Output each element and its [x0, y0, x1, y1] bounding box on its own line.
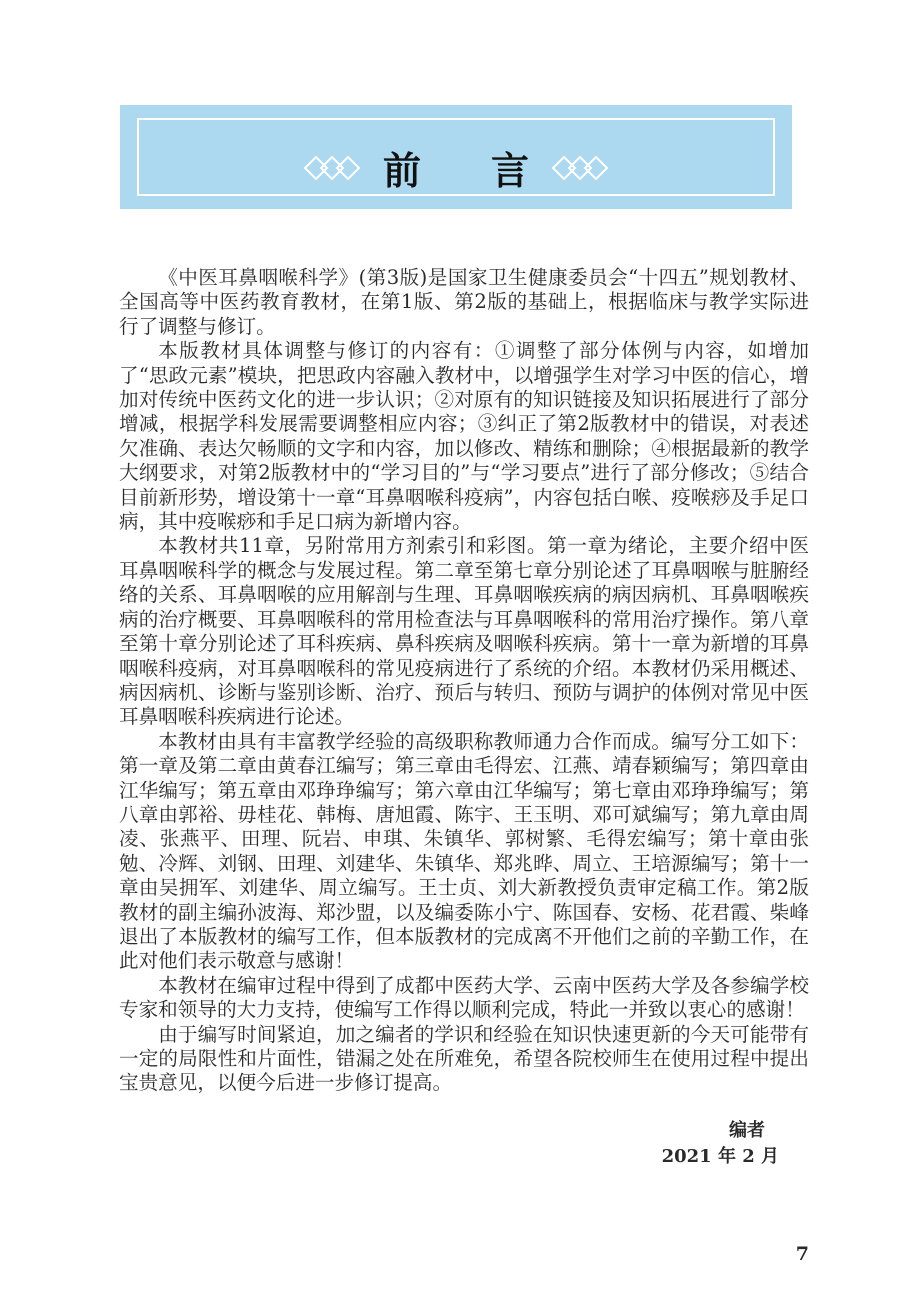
signature-date: 2021 年 2 月: [661, 1145, 779, 1167]
page-title: 前言: [382, 148, 599, 193]
paragraph: 由于编写时间紧迫，加之编者的学识和经验在知识快速更新的今天可能带有一定的局限性和片面性，错漏之处在所难免，希望各院校师生在使用过程中提出宝贵意见，以便今后进一步修订提高。: [119, 1022, 809, 1095]
signature-signer: 编者: [729, 1119, 765, 1141]
paragraph: 本教材共11章，另附常用方剂索引和彩图。第一章为绪论，主要介绍中医耳鼻咽喉科学的概念与发展过程。第二章至第七章分别论述了耳鼻咽喉与脏腑经络的关系、耳鼻咽喉的应用解剖与生理、耳鼻咽喉疾病的病因病机、耳鼻咽喉疾病的治疗概要、耳鼻咽喉科的常用检查法与耳鼻咽喉科的常用治疗操作。第八章至第十章分别论述了耳科疾病、鼻科疾病及咽喉科疾病。第十一章为新增的耳鼻咽喉科疫病，对耳鼻咽喉科的常见疫病进行了系统的介绍。本教材仍采用概述、病因病机、诊断与鉴别诊断、治疗、预后与转归、预防与调护的体例对常见中医耳鼻咽喉科疾病进行论述。: [119, 534, 809, 729]
paragraph: 本版教材具体调整与修订的内容有：①调整了部分体例与内容，如增加了“思政元素”模块，把思政内容融入教材中，以增强学生对学习中医的信心，增加对传统中医药文化的进一步认识；②对原有的知识链接及知识拓展进行了部分增减，根据学科发展需要调整相应内容；③纠正了第2版教材中的错误，对表述欠准确、表达欠畅顺的文字和内容，加以修改、精练和删除；④根据最新的教学大纲要求，对第2版教材中的“学习目的”与“学习要点”进行了部分修改；⑤结合目前新形势，增设第十一章“耳鼻咽喉科疫病”，内容包括白喉、疫喉痧及手足口病，其中疫喉痧和手足口病为新增内容。: [119, 339, 809, 534]
paragraph: 本教材在编审过程中得到了成都中医药大学、云南中医药大学及各参编学校专家和领导的大力支持，使编写工作得以顺利完成，特此一并致以衷心的感谢！: [119, 973, 809, 1022]
preface-body: [119, 266, 809, 1096]
page-number: 7: [795, 1242, 809, 1265]
paragraph: 《中医耳鼻咽喉科学》(第3版)是国家卫生健康委员会“十四五”规划教材、全国高等中医药教育教材，在第1版、第2版的基础上，根据临床与教学实际进行了调整与修订。: [119, 266, 809, 338]
signature-block: [119, 1118, 809, 1170]
page-content: [119, 0, 809, 1306]
paragraph: 本教材由具有丰富教学经验的高级职称教师通力合作而成。编写分工如下：第一章及第二章由黄春江编写；第三章由毛得宏、江燕、靖春颖编写；第四章由江华编写；第五章由邓琤琤编写；第六章由江华编写；第七章由邓琤琤编写；第八章由郭裕、毋桂花、韩梅、唐旭霞、陈宇、王玉明、邓可斌编写；第九章由周凌、张燕平、田理、阮岩、申琪、朱镇华、郭树繁、毛得宏编写；第十章由张勉、冷辉、刘钢、田理、刘建华、朱镇华、郑兆晔、周立、王培源编写；第十一章由吴拥军、刘建华、周立编写。王士贞、刘大新教授负责审定稿工作。第2版教材的副主编孙波海、郑沙盟，以及编委陈小宁、陈国春、安杨、花君霞、柴峰退出了本版教材的编写工作，但本版教材的完成离不开他们之前的辛勤工作，在此对他们表示敬意与感谢！: [119, 729, 809, 973]
